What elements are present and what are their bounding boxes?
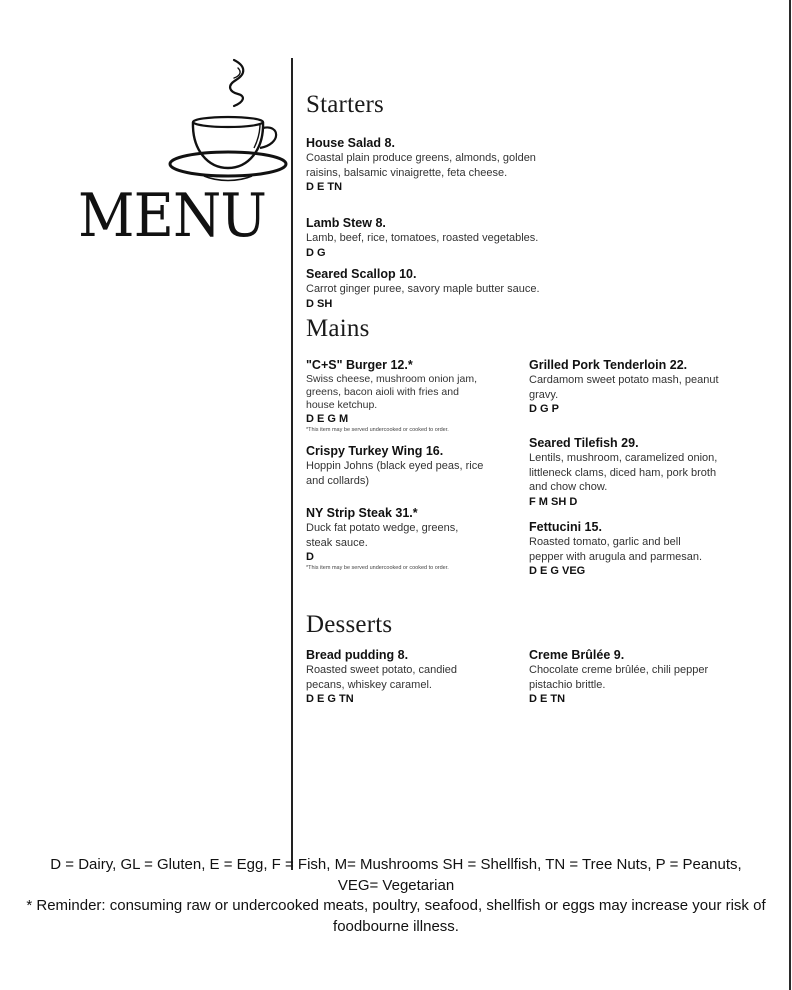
item-allergens: D E G VEG: [529, 565, 586, 577]
item-name: Bread pudding 8.: [306, 648, 409, 662]
item-description: Lamb, beef, rice, tomatoes, roasted vegetables.: [306, 232, 539, 244]
menu-item: [306, 267, 576, 311]
menu-item: [306, 358, 486, 434]
item-description: Swiss cheese, mushroom onion jam, greens, bacon aioli with fries and house ketchup.: [306, 373, 477, 411]
menu-item: [529, 358, 719, 416]
item-allergens: F M SH D: [529, 495, 578, 508]
item-name: Fettucini 15.: [529, 520, 602, 534]
item-allergens: D SH: [306, 297, 333, 310]
menu-item: [529, 648, 709, 706]
coffee-cup-icon: [168, 58, 294, 188]
allergen-legend-line2: VEG= Vegetarian: [337, 876, 455, 894]
item-description: Cardamom sweet potato mash, peanut gravy.: [529, 374, 719, 401]
item-name: Crispy Turkey Wing 16.: [306, 444, 444, 458]
item-allergens: D E TN: [529, 693, 566, 705]
item-allergens: D E G M: [306, 413, 349, 425]
reminder-line1: * Reminder: consuming raw or undercooked meats, poultry, seafood, shellfish or eggs may increase your risk of: [26, 897, 766, 914]
item-allergens: D E TN: [306, 181, 343, 193]
item-allergens: D E G TN: [306, 693, 354, 705]
item-description: Chocolate creme brûlée, chili pepper pistachio brittle.: [529, 664, 709, 691]
item-allergens: D: [306, 551, 314, 563]
item-description: Lentils, mushroom, caramelized onion, littleneck clams, diced ham, pork broth and chow chow.: [529, 452, 718, 493]
item-allergens: D G P: [529, 403, 559, 415]
item-name: Grilled Pork Tenderloin 22.: [529, 358, 688, 372]
item-description: Coastal plain produce greens, almonds, golden raisins, balsamic vinaigrette, feta cheese.: [306, 152, 536, 179]
item-description: Roasted tomato, garlic and bell pepper with arugula and parmesan.: [529, 536, 703, 563]
section-title-desserts: Desserts: [306, 611, 393, 638]
item-note: *This item may be served undercooked or cooked to order.: [306, 427, 449, 433]
section-title-starters: Starters: [306, 91, 384, 118]
footer-legend: [0, 855, 792, 937]
menu-item: [306, 506, 486, 572]
allergen-legend-line1: D = Dairy, GL = Gluten, E = Egg, F = Fish, M= Mushrooms SH = Shellfish, TN = Tree Nuts, P = Peanuts,: [50, 856, 742, 873]
section-title-mains: Mains: [306, 315, 370, 342]
item-name: Creme Brûlée 9.: [529, 648, 625, 662]
menu-item: [529, 436, 719, 509]
item-allergens: D G: [306, 246, 326, 259]
item-description: Duck fat potato wedge, greens, steak sauce.: [306, 522, 459, 549]
item-description: Hoppin Johns (black eyed peas, rice and collards): [306, 460, 484, 487]
item-name: Seared Scallop 10.: [306, 267, 417, 281]
menu-title: MENU: [78, 181, 266, 251]
item-name: NY Strip Steak 31.*: [306, 506, 418, 520]
page-border: [789, 0, 791, 990]
item-description: Roasted sweet potato, candied pecans, whiskey caramel.: [306, 664, 458, 691]
menu-item: [306, 648, 486, 706]
item-description: Carrot ginger puree, savory maple butter sauce.: [306, 283, 540, 295]
reminder-line2: foodbourne illness.: [333, 917, 459, 935]
item-name: Lamb Stew 8.: [306, 216, 386, 230]
menu-item: [306, 136, 566, 194]
item-name: "C+S" Burger 12.*: [306, 358, 413, 372]
menu-item: [529, 520, 704, 578]
menu-item: [306, 444, 486, 488]
item-name: Seared Tilefish 29.: [529, 436, 639, 450]
item-note: *This item may be served undercooked or cooked to order.: [306, 565, 449, 571]
menu-item: [306, 216, 576, 260]
item-name: House Salad 8.: [306, 136, 395, 150]
